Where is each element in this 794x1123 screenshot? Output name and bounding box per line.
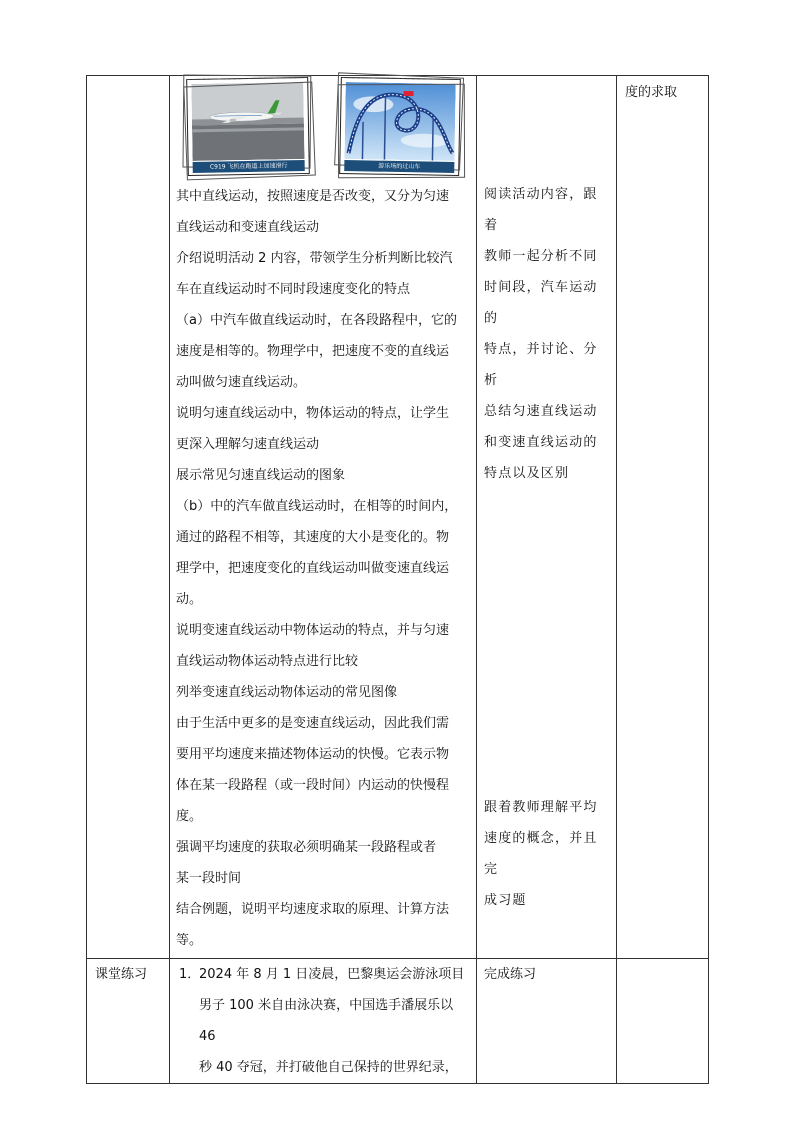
text-line: （a）中汽车做直线运动时，在各段路程中，它的 <box>176 313 457 328</box>
text-line: 成习题 <box>484 893 527 908</box>
text-line: （b）中的汽车做直线运动时，在相等的时间内， <box>176 499 458 514</box>
text-line: 要用平均速度来描述物体运动的快慢。它表示物 <box>176 747 450 762</box>
lesson-plan-table <box>86 75 709 1084</box>
text-line: 结合例题，说明平均速度求取的原理、计算方法 <box>176 902 450 917</box>
text-line: 动。 <box>176 592 203 607</box>
text-line: 说明变速直线运动中物体运动的特点，并与匀速 <box>176 623 450 638</box>
frame-tape <box>187 77 307 84</box>
text-line: 速度的概念，并且完 <box>484 831 598 877</box>
student-task-cell <box>477 959 617 1084</box>
exercise-number: 1． <box>179 967 201 982</box>
text-line: 阅读活动内容，跟着 <box>484 187 598 233</box>
exercise-line-2: 男子 100 米自由泳决赛，中国选手潘展乐以 46 <box>199 998 454 1044</box>
teacher-activity-cell <box>170 76 477 959</box>
text-line: 通过的路程不相等，其速度的大小是变化的。物 <box>176 530 450 545</box>
text-line: 体在某一段路程（或一段时间）内运动的快慢程 <box>176 778 450 793</box>
photo-caption: 游乐场的过山车 <box>344 160 454 173</box>
section-label: 课堂练习 <box>95 967 148 982</box>
student-activity-text-2 <box>484 792 610 916</box>
text-line: 理学中，把速度变化的直线运动叫做变速直线运 <box>176 561 450 576</box>
exercise-line-1: 2024 年 8 月 1 日凌晨，巴黎奥运会游泳项目 <box>199 967 465 982</box>
text-line: 等。 <box>176 933 203 948</box>
rollercoaster-photo <box>344 82 455 161</box>
table-row <box>87 76 709 959</box>
student-activity-cell <box>477 76 617 959</box>
text-line: 展示常见匀速直线运动的图象 <box>176 468 346 483</box>
text-line: 度。 <box>176 809 203 824</box>
text-line: 直线运动物体运动特点进行比较 <box>176 654 359 669</box>
text-line: 动叫做匀速直线运动。 <box>176 375 307 390</box>
airplane-photo <box>191 82 304 161</box>
exercise-line-3: 秒 40 夺冠，并打破他自己保持的世界纪录， <box>199 1060 458 1075</box>
text-line: 总结匀速直线运动 <box>484 404 598 419</box>
text-line: 列举变速直线运动物体运动的常见图像 <box>176 685 398 700</box>
text-line: 介绍说明活动 2 内容，带领学生分析判断比较汽 <box>176 251 453 266</box>
text-line: 某一段时间 <box>176 871 242 886</box>
photo-caption: C919 飞机在跑道上加速滑行 <box>193 160 305 173</box>
section-label-cell <box>87 959 170 1084</box>
text-line: 其中直线运动，按照速度是否改变，又分为匀速 <box>176 189 450 204</box>
text-line: 跟着教师理解平均 <box>484 800 598 815</box>
design-intent-cell <box>617 76 709 959</box>
text-line: 更深入理解匀速直线运动 <box>176 437 320 452</box>
empty-cell <box>617 959 709 1084</box>
text-line: 特点，并讨论、分析 <box>484 342 598 388</box>
text-line: 由于生活中更多的是变速直线运动，因此我们需 <box>176 716 450 731</box>
text-line: 强调平均速度的获取必须明确某一段路程或者 <box>176 840 437 855</box>
text-line: 车在直线运动时不同时段速度变化的特点 <box>176 282 411 297</box>
text-line: 时间段，汽车运动的 <box>484 280 598 326</box>
photo-frame-airplane <box>186 77 310 176</box>
image-strip <box>176 76 470 181</box>
student-task-text: 完成练习 <box>484 967 537 982</box>
text-line: 特点以及区别 <box>484 466 570 481</box>
text-line: 速度是相等的。物理学中，把速度不变的直线运 <box>176 344 450 359</box>
exercise-item <box>176 959 470 990</box>
text-line: 和变速直线运动的 <box>484 435 598 450</box>
text-line: 说明匀速直线运动中，物体运动的特点，让学生 <box>176 406 450 421</box>
teacher-activity-text <box>176 181 470 956</box>
exercise-cell <box>170 959 477 1084</box>
section-cell-empty <box>87 76 170 959</box>
photo-frame-rollercoaster <box>339 77 461 176</box>
table-row <box>87 959 709 1084</box>
design-intent-text: 度的求取 <box>625 85 678 100</box>
text-line: 直线运动和变速直线运动 <box>176 220 320 235</box>
student-activity-text-1 <box>484 179 610 489</box>
text-line: 教师一起分析不同 <box>484 249 598 264</box>
